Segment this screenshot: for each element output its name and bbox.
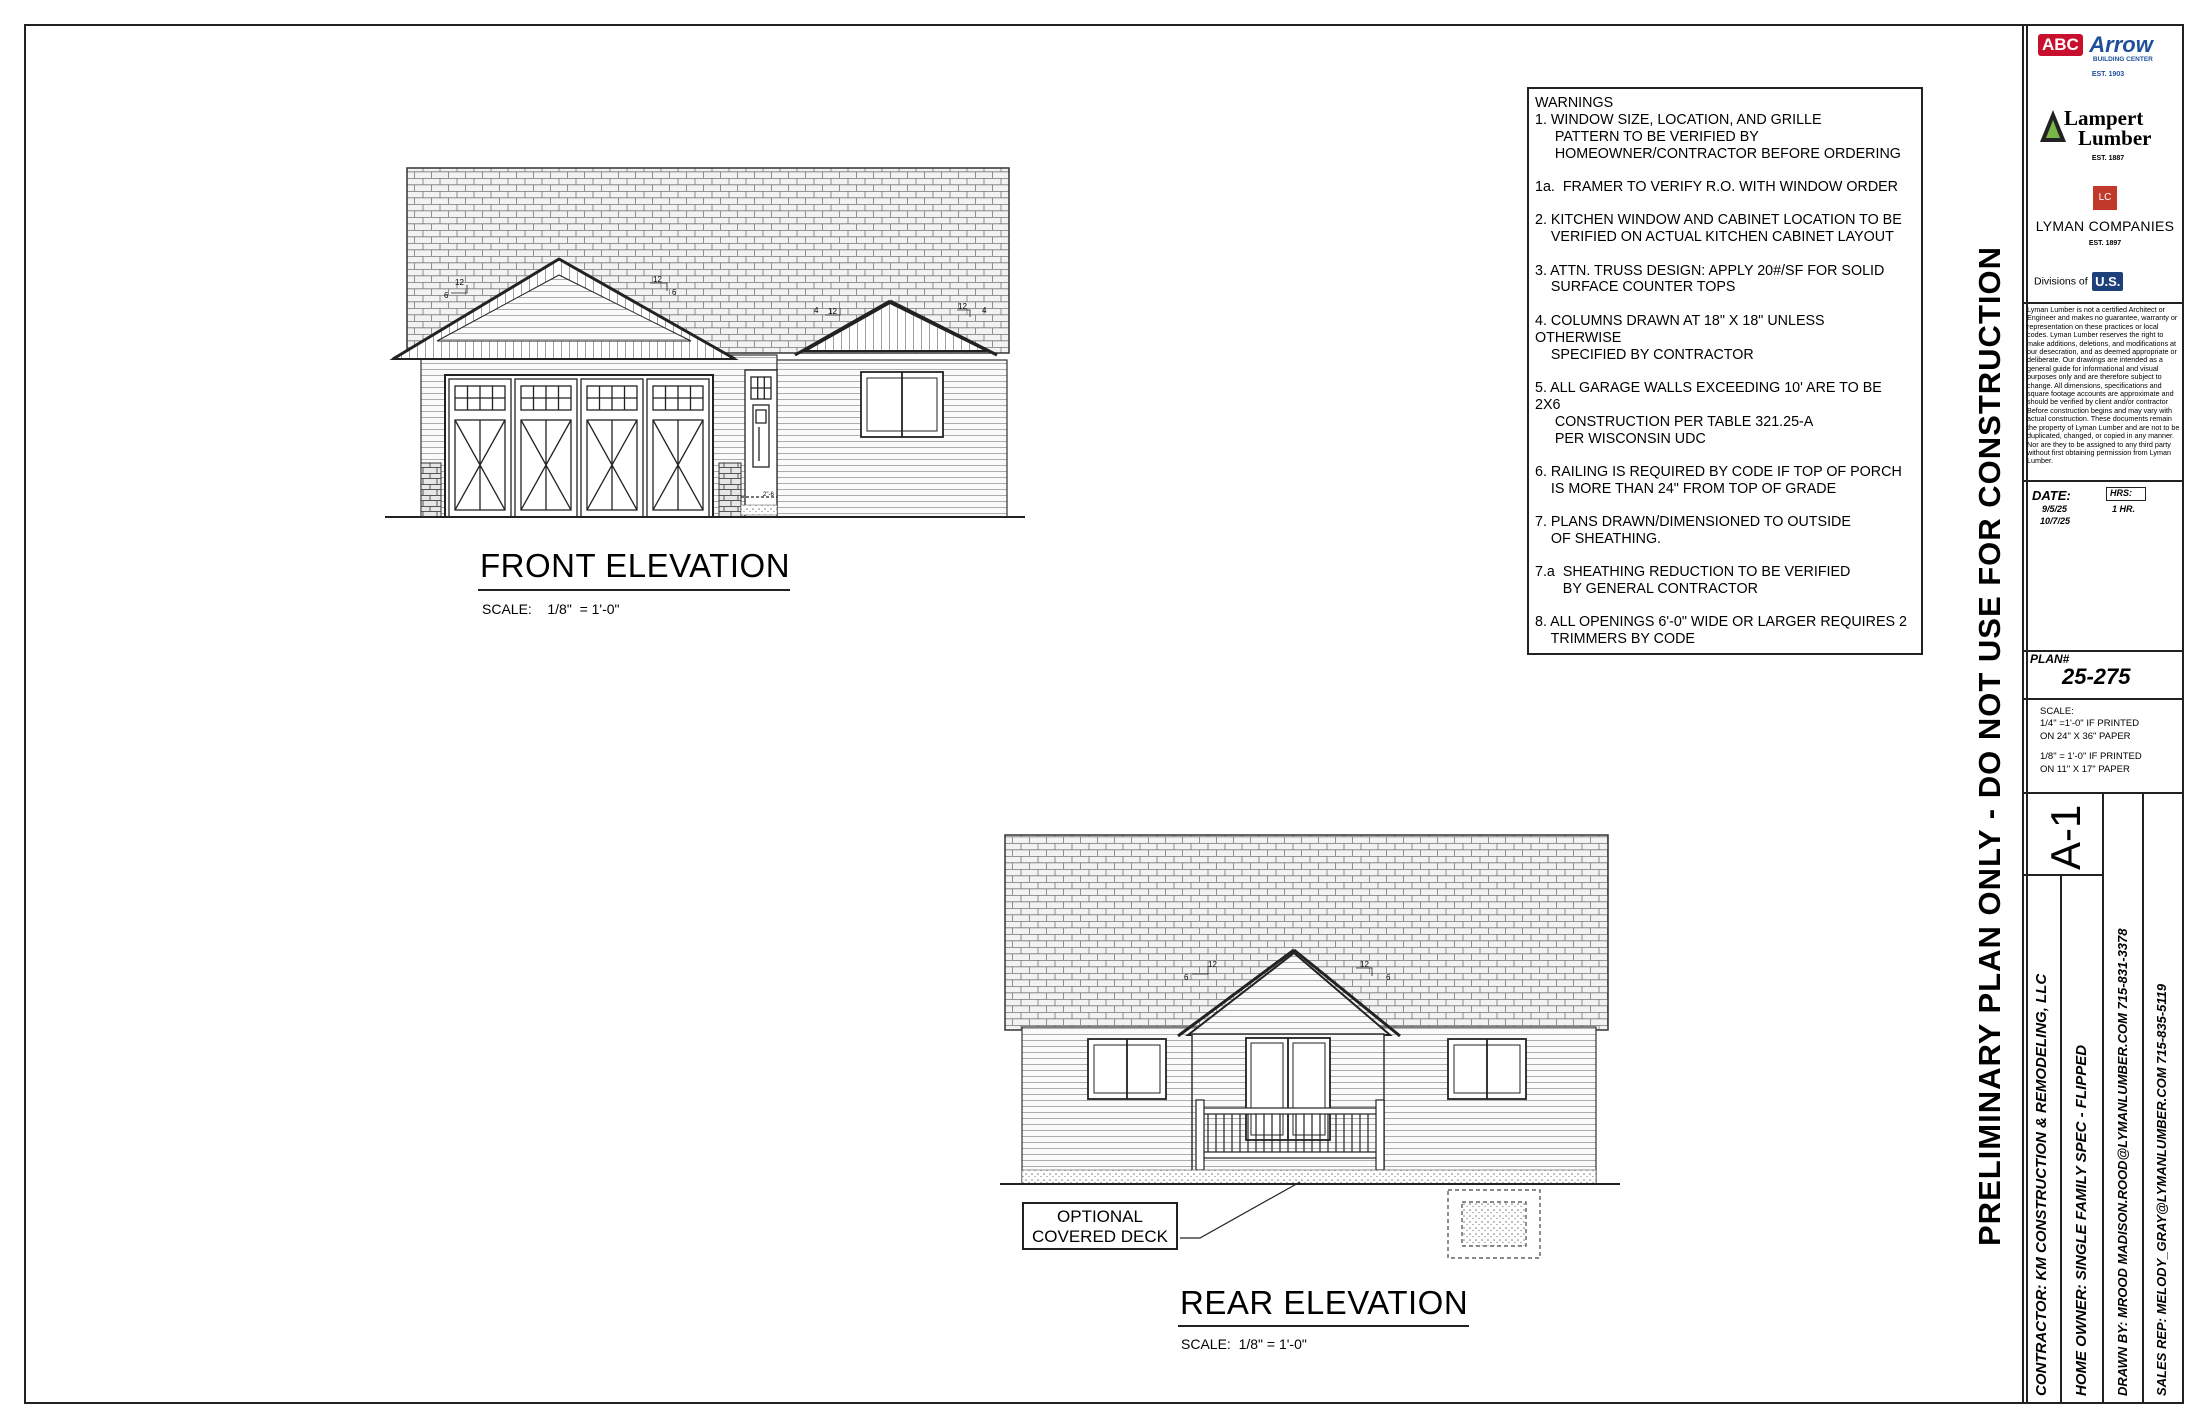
sheet-number: A-1 bbox=[2042, 804, 2089, 870]
front-elevation-title: FRONT ELEVATION bbox=[480, 547, 791, 584]
front-pitch-12c: 12 bbox=[828, 307, 837, 316]
rear-window-right bbox=[1448, 1039, 1526, 1099]
rear-window-well bbox=[1448, 1190, 1540, 1258]
title-block bbox=[2022, 24, 2184, 1404]
disclaimer-text: Lyman Lumber is not a certified Architect or Engineer and makes no guarantee, warranty or representation on these practices or local codes. Lyman Lumber reserves the right to make additions, deletions, and modifications at our desecration, and as deemed appropriate or deliberate. Our drawings are intended as a general guide for informational and visual purposes only and are therefore subject to change. All dimensions, specifications and square footage accounts are approximate and should be verified by client and/or contractor Before construction begins and may vary with actual construction. These documents remain the property of Lyman Lumber and are not to be duplicated, changed, or copied in any manner. Nor are they to be assigned to any third party without first obtaining permission from Lyman Lumber. bbox=[2027, 306, 2180, 466]
rear-title-underline bbox=[1178, 1325, 1469, 1327]
callout-leader bbox=[1180, 1182, 1300, 1238]
garage-doors bbox=[445, 375, 713, 517]
sheet-scale-line: 1/4" =1'-0" IF PRINTED bbox=[2040, 718, 2140, 730]
warning-item: 1. WINDOW SIZE, LOCATION, AND GRILLE PATTERN TO BE VERIFIED BY HOMEOWNER/CONTRACTOR BEFORE ORDERING bbox=[1535, 111, 1901, 162]
hrs-label: HRS: bbox=[2106, 487, 2146, 501]
abc-badge: ABC bbox=[2038, 34, 2083, 56]
warning-item: 7.a SHEATHING REDUCTION TO BE VERIFIED BY GENERAL CONTRACTOR bbox=[1535, 564, 1851, 598]
front-pitch-4a: 4 bbox=[814, 306, 819, 315]
sales-rep-text: SALES REP: MELODY_GRAY@LYMANLUMBER.COM 715-835-5119 bbox=[2154, 983, 2169, 1396]
front-stoop bbox=[741, 505, 777, 515]
sheet-number-box bbox=[2024, 792, 2104, 876]
sales-rep-strip bbox=[2144, 792, 2182, 1404]
lampert-est: EST. 1887 bbox=[2091, 155, 2125, 162]
contractor-strip bbox=[2024, 876, 2062, 1404]
contractor-text: CONTRACTOR: KM CONSTRUCTION & REMODELING, LLC bbox=[2033, 973, 2050, 1396]
drawn-by-strip bbox=[2104, 792, 2144, 1404]
plan-label: PLAN# bbox=[2030, 652, 2070, 666]
optional-covered-deck-callout bbox=[1022, 1202, 1178, 1250]
sheet-scale-line: 1/8" = 1'-0" IF PRINTED bbox=[2040, 751, 2142, 763]
front-pitch-6a: 6 bbox=[444, 291, 449, 300]
rear-window-left bbox=[1088, 1039, 1166, 1099]
warning-item: 6. RAILING IS REQUIRED BY CODE IF TOP OF PORCH IS MORE THAN 24" FROM TOP OF GRADE bbox=[1535, 463, 1902, 497]
lyman-logo bbox=[2030, 186, 2180, 278]
plan-number: 25-275 bbox=[2062, 664, 2131, 689]
warning-item: 4. COLUMNS DRAWN AT 18" X 18" UNLESS OTHERWISE SPECIFIED BY CONTRACTOR bbox=[1535, 312, 1825, 363]
arrow-wordmark: Arrow bbox=[2089, 32, 2153, 57]
preliminary-banner bbox=[1960, 24, 2022, 1404]
lampert-word-2: Lumber bbox=[2078, 126, 2152, 150]
front-pitch-4b: 4 bbox=[982, 306, 987, 315]
warning-item: 7. PLANS DRAWN/DIMENSIONED TO OUTSIDE OF SHEATHING. bbox=[1535, 514, 1851, 547]
warning-item: 2. KITCHEN WINDOW AND CABINET LOCATION TO BE VERIFIED ON ACTUAL KITCHEN CABINET LAYOUT bbox=[1535, 212, 1902, 246]
homeowner-strip bbox=[2062, 876, 2104, 1404]
callout-line-2: COVERED DECK bbox=[1031, 1227, 1169, 1246]
warning-item: 3. ATTN. TRUSS DESIGN: APPLY 20#/SF FOR SOLID SURFACE COUNTER TOPS bbox=[1535, 262, 1885, 296]
date-1: 9/5/25 bbox=[2042, 504, 2068, 514]
hrs-value: 1 HR. bbox=[2112, 504, 2136, 514]
callout-line-1: OPTIONAL bbox=[1057, 1207, 1143, 1226]
lyman-wordmark: LYMAN COMPANIES bbox=[2035, 218, 2175, 234]
sheet-scale-line: ON 24" X 36" PAPER bbox=[2040, 730, 2131, 742]
sheet-scale-notes bbox=[2040, 706, 2142, 776]
lampert-logo bbox=[2038, 106, 2178, 188]
front-pitch-12a: 12 bbox=[455, 278, 464, 287]
rear-elevation-title: REAR ELEVATION bbox=[1180, 1284, 1469, 1321]
front-pitch-12b: 12 bbox=[653, 275, 662, 284]
warnings-heading: WARNINGS bbox=[1535, 95, 1614, 111]
rear-elevation-scale: SCALE: 1/8" = 1'-0" bbox=[1181, 1336, 1307, 1352]
sheet-scale-label: SCALE: bbox=[2040, 706, 2074, 717]
divisions-logo bbox=[2034, 272, 2178, 302]
homeowner-text: HOME OWNER: SINGLE FAMILY SPEC - FLIPPED bbox=[2073, 1044, 2090, 1396]
arrow-logo bbox=[2038, 34, 2178, 94]
warning-item: 5. ALL GARAGE WALLS EXCEEDING 10' ARE TO BE 2X6 CONSTRUCTION PER TABLE 321.25-A PER WISCONSIN UDC bbox=[1535, 379, 1882, 447]
drawn-by-text: DRAWN BY: MROOD MADISON.ROOD@LYMANLUMBER.COM 715-831-3378 bbox=[2115, 928, 2130, 1396]
front-window bbox=[861, 372, 943, 437]
front-pitch-6b: 6 bbox=[672, 288, 677, 297]
date-2: 10/7/25 bbox=[2040, 516, 2071, 526]
tb-divider bbox=[2024, 698, 2182, 700]
front-elevation-drawing bbox=[385, 165, 1025, 525]
rear-pitch-6b: 6 bbox=[1386, 973, 1391, 982]
front-pitch-12d: 12 bbox=[958, 302, 967, 311]
arrow-sub: BUILDING CENTER bbox=[2092, 56, 2153, 63]
tb-divider bbox=[2024, 480, 2182, 482]
warnings-box bbox=[1527, 87, 1923, 655]
lampert-word-1: Lampert bbox=[2064, 106, 2144, 130]
warning-item: 1a. FRAMER TO VERIFY R.O. WITH WINDOW ORDER bbox=[1535, 179, 1899, 196]
front-porch-mark: 2"-6 bbox=[763, 492, 774, 498]
tb-divider bbox=[2024, 302, 2182, 304]
arrow-est: EST. 1903 bbox=[2091, 71, 2125, 78]
date-label: DATE: bbox=[2032, 488, 2071, 503]
front-stone-mid bbox=[719, 463, 741, 517]
lyman-est: EST. 1897 bbox=[2088, 240, 2122, 247]
lc-badge: LC bbox=[2093, 186, 2117, 210]
us-lbm-badge: U.S. bbox=[2092, 272, 2123, 291]
warning-item: 8. ALL OPENINGS 6'-0" WIDE OR LARGER REQUIRES 2 TRIMMERS BY CODE bbox=[1535, 614, 1907, 648]
sheet-scale-line: ON 11" X 17" PAPER bbox=[2040, 763, 2130, 775]
front-title-underline bbox=[478, 589, 790, 591]
rear-pitch-12b: 12 bbox=[1360, 960, 1369, 969]
front-stone-left bbox=[421, 463, 441, 517]
preliminary-banner-text: PRELIMINARY PLAN ONLY - DO NOT USE FOR CONSTRUCTION bbox=[1972, 246, 2007, 1246]
rear-elevation-drawing bbox=[1000, 830, 1620, 1266]
rear-pitch-6a: 6 bbox=[1184, 973, 1189, 982]
divisions-text: Divisions of bbox=[2034, 275, 2088, 288]
rear-pitch-12a: 12 bbox=[1208, 960, 1217, 969]
front-elevation-scale: SCALE: 1/8" = 1'-0" bbox=[482, 601, 620, 617]
rear-foundation bbox=[1022, 1170, 1596, 1184]
